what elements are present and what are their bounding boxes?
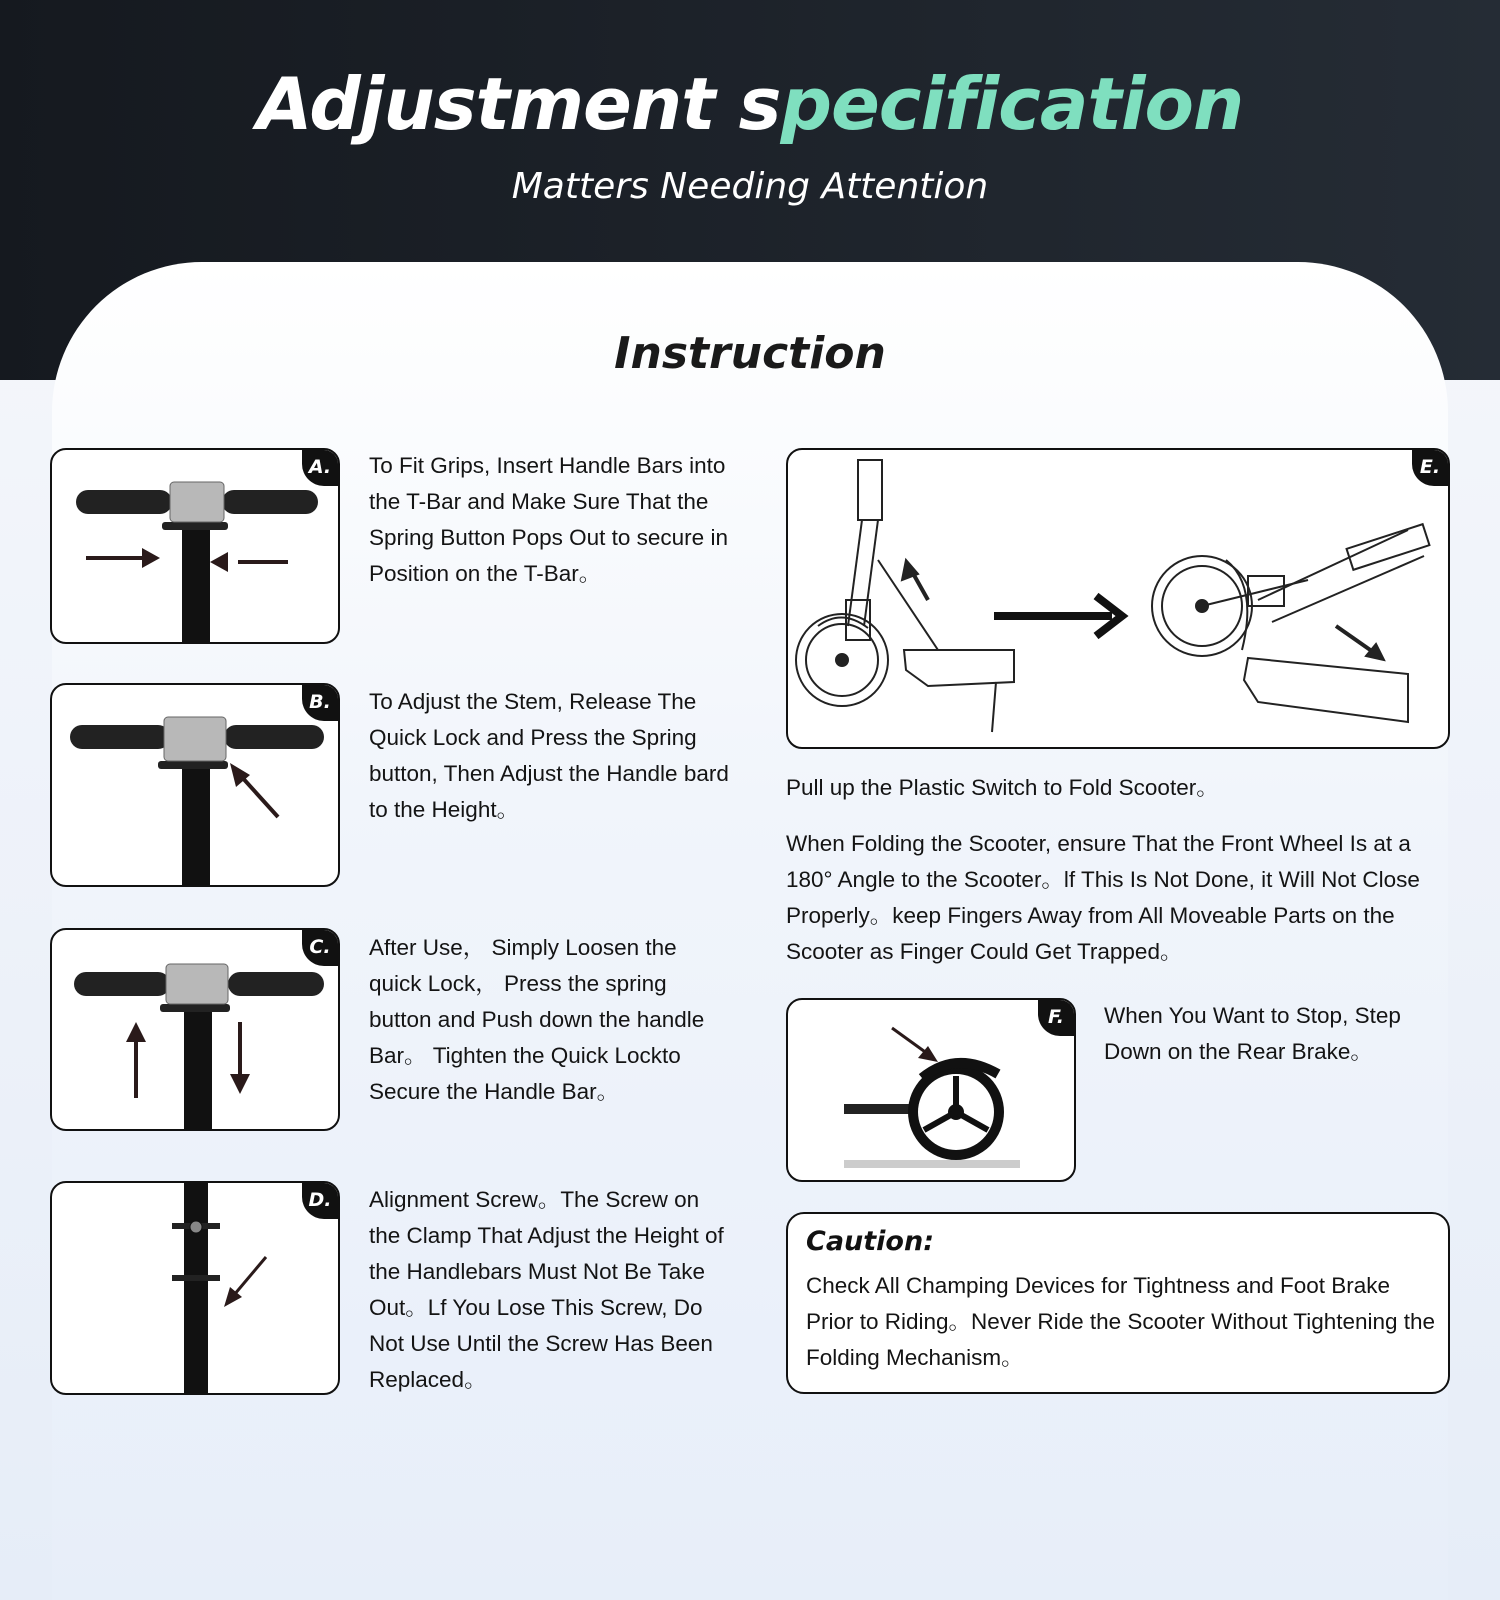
- step-f-text: When You Want to Stop, Step Down on the Rear Brake。: [1104, 1003, 1401, 1064]
- step-f-badge: F.: [1038, 1000, 1074, 1036]
- step-b-text: To Adjust the Stem, Release The Quick Lock and Press the Spring button, Then Adjust the Handle bard to the Height。: [369, 689, 729, 822]
- section-title: Instruction: [614, 328, 886, 379]
- caution-box: [786, 1212, 1450, 1394]
- title-main: Adjustment s: [256, 62, 781, 146]
- step-e-text-2: When Folding the Scooter, ensure That the Front Wheel Is at a 180° Angle to the Scooter。lf This Is Not Done, it Will Not Close Properly。keep Fingers Away from All Moveable Parts on the Scooter as Finger Could Get Trapped。: [786, 831, 1420, 964]
- caution-text: Check All Champing Devices for Tightness and Foot Brake Prior to Riding。Never Ride the Scooter Without Tightening the Folding Mechanism。: [806, 1273, 1436, 1370]
- title-accent: pecification: [780, 62, 1244, 146]
- step-b-illustration: [50, 683, 340, 887]
- step-a-text: To Fit Grips, Insert Handle Bars into the T-Bar and Make Sure That the Spring Button Pops Out to secure in Position on the T-Bar。: [369, 453, 728, 586]
- step-b-badge: B.: [302, 685, 338, 721]
- step-d-illustration: [50, 1181, 340, 1395]
- step-c-badge: C.: [302, 930, 338, 966]
- page-subtitle: Matters Needing Attention: [511, 166, 989, 207]
- step-f-illustration: [786, 998, 1076, 1182]
- step-d-badge: D.: [302, 1183, 338, 1219]
- step-a-badge: A.: [302, 450, 338, 486]
- step-d-text: Alignment Screw。The Screw on the Clamp That Adjust the Height of the Handlebars Must Not Be Take Out。Lf You Lose This Screw, Do Not Use Until the Screw Has Been Replaced。: [369, 1187, 724, 1392]
- step-e-badge: E.: [1412, 450, 1448, 486]
- step-c-illustration: [50, 928, 340, 1131]
- step-e-illustration: [786, 448, 1450, 749]
- step-c-text: After Use， Simply Loosen the quick Lock， Press the spring button and Push down the handle Bar。 Tighten the Quick Lockto Secure the Handle Bar。: [369, 935, 705, 1104]
- step-a-illustration: [50, 448, 340, 644]
- step-e-text-1: Pull up the Plastic Switch to Fold Scooter。: [786, 775, 1219, 800]
- page-title: [0, 62, 1500, 146]
- caution-title: Caution:: [806, 1226, 934, 1257]
